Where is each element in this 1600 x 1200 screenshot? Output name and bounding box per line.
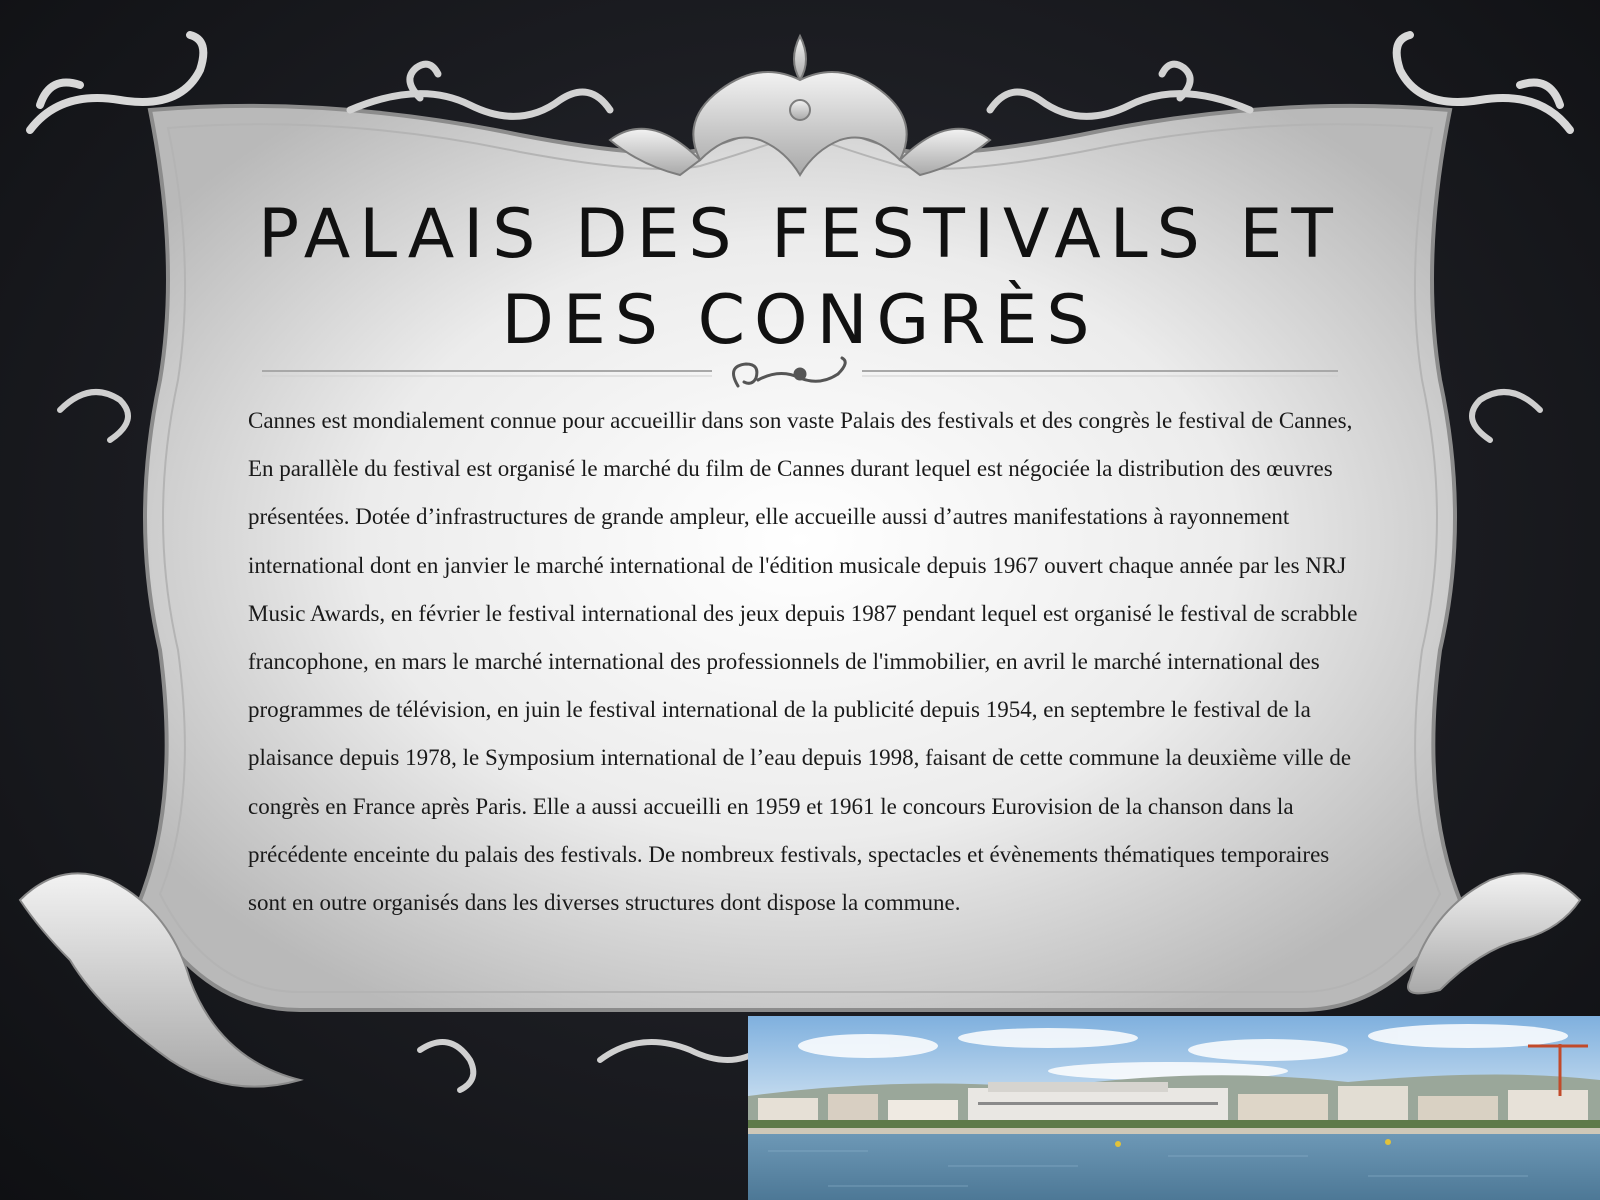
slide-body-text: Cannes est mondialement connue pour accueillir dans son vaste Palais des festivals et des congrès le festival de Cannes, En parallèle du festival est organisé le marché du film de Cannes durant lequel est négociée la distribution des œuvres présentées. Dotée d’infrastructures de grande ampleur, elle accueille aussi d’autres manifestations à rayonnement international dont en janvier le marché international de l'édition musicale depuis 1967 ouvert chaque année par les NRJ Music Awards, en février le festival international des jeux depuis 1987 pendant lequel est organisé le festival de scrabble francophone, en mars le marché international des professionnels de l'immobilier, en avril le marché international des programmes de télévision, en juin le festival international de la publicité depuis 1954, en septembre le festival de la plaisance depuis 1978, le Symposium international de l’eau depuis 1998, faisant de cette commune la deuxième ville de congrès en France après Paris. Elle a aussi accueilli en 1959 et 1961 le concours Eurovision de la chanson dans la précédente enceinte du palais des festivals. De nombreux festivals, spectacles et évènements thématiques temporaires sont en outre organisés dans les diverses structures dont dispose la commune. <box>248 408 1358 916</box>
slide-title: PALAIS DES FESTIVALS ET DES CONGRÈS <box>258 195 1342 360</box>
flourish-divider-icon <box>260 356 1340 396</box>
cannes-palais-photo <box>748 1016 1600 1200</box>
